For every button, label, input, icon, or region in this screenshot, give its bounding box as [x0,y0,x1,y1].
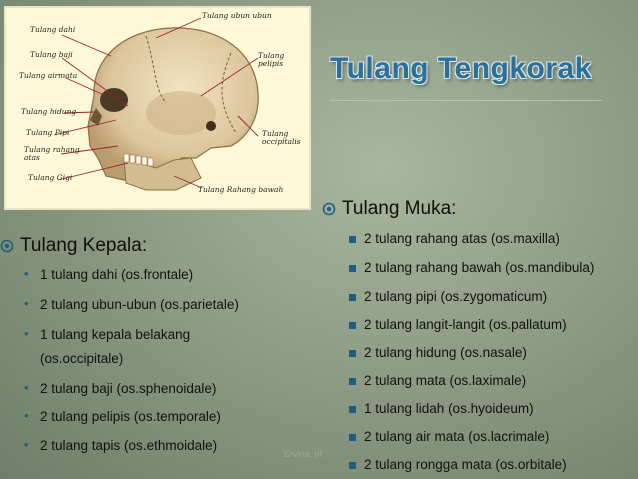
square-bullet-icon [349,462,356,469]
heading-tulang-muka: Tulang Muka: [342,198,457,219]
label-tulang-hidung: Tulang hidung [21,107,77,116]
label-tulang-pelipis: Tulang pelipis [258,51,285,68]
muka-item: 2 tulang rahang atas (os.maxilla) [364,231,560,246]
bullet-dot-icon: • [24,437,29,452]
bullet-dot-icon: • [24,380,29,395]
kepala-item: 2 tulang tapis (os.ethmoidale) [40,438,218,453]
bullet-dot-icon: • [24,408,29,423]
kepala-item: 2 tulang pelipis (os.temporale) [40,409,221,424]
muka-item: 2 tulang langit-langit (os.pallatum) [364,317,567,332]
square-bullet-icon [349,378,356,385]
skull-diagram [4,6,311,210]
label-tulang-gigi: Tulang Gigi [28,173,73,182]
label-tulang-rahang-atas: Tulang rahang atas [24,145,80,162]
label-tulang-ubun-ubun: Tulang ubun ubun [202,11,272,20]
watermark-text: Ervina, pf [284,449,323,459]
slide-title: Tulang Tengkorak [330,52,592,85]
square-bullet-icon [349,265,356,272]
square-bullet-icon [349,294,356,301]
square-bullet-icon [349,322,356,329]
muka-item: 2 tulang air mata (os.lacrimale) [364,429,550,444]
bullet-dot-icon: • [24,326,29,341]
square-bullet-icon [349,236,356,243]
label-tulang-baji: Tulang baji [30,50,73,59]
muka-item: 2 tulang mata (os.laximale) [364,373,527,388]
label-tulang-rahang-bawah: Tulang Rahang bawah [198,185,284,194]
label-tulang-pipi: Tulang Pipi [26,128,70,137]
circle-bullet-icon [322,202,336,216]
kepala-item: 2 tulang baji (os.sphenoidale) [40,381,217,396]
muka-item: 2 tulang pipi (os.zygomaticum) [364,289,548,304]
square-bullet-icon [349,350,356,357]
muka-item: 2 tulang hidung (os.nasale) [364,345,527,360]
kepala-item: 2 tulang ubun-ubun (os.parietale) [40,297,239,312]
label-tulang-dahi: Tulang dahi [30,25,76,34]
title-underline [330,100,602,101]
square-bullet-icon [349,434,356,441]
circle-bullet-icon [0,239,14,253]
muka-item: 2 tulang rahang bawah (os.mandibula) [364,260,595,275]
muka-item: 2 tulang rongga mata (os.orbitale) [364,457,567,472]
label-tulang-occipitalis: Tulang occipitalis [262,129,301,146]
square-bullet-icon [349,406,356,413]
kepala-item-continuation: (os.occipitale) [40,351,124,366]
bullet-dot-icon: • [24,266,29,281]
kepala-item: 1 tulang kepala belakang [40,327,191,342]
muka-item: 1 tulang lidah (os.hyoideum) [364,401,534,416]
kepala-item: 1 tulang dahi (os.frontale) [40,267,194,282]
bullet-dot-icon: • [24,296,29,311]
heading-tulang-kepala: Tulang Kepala: [20,235,148,256]
label-tulang-airmata: Tulang airmata [19,71,78,80]
